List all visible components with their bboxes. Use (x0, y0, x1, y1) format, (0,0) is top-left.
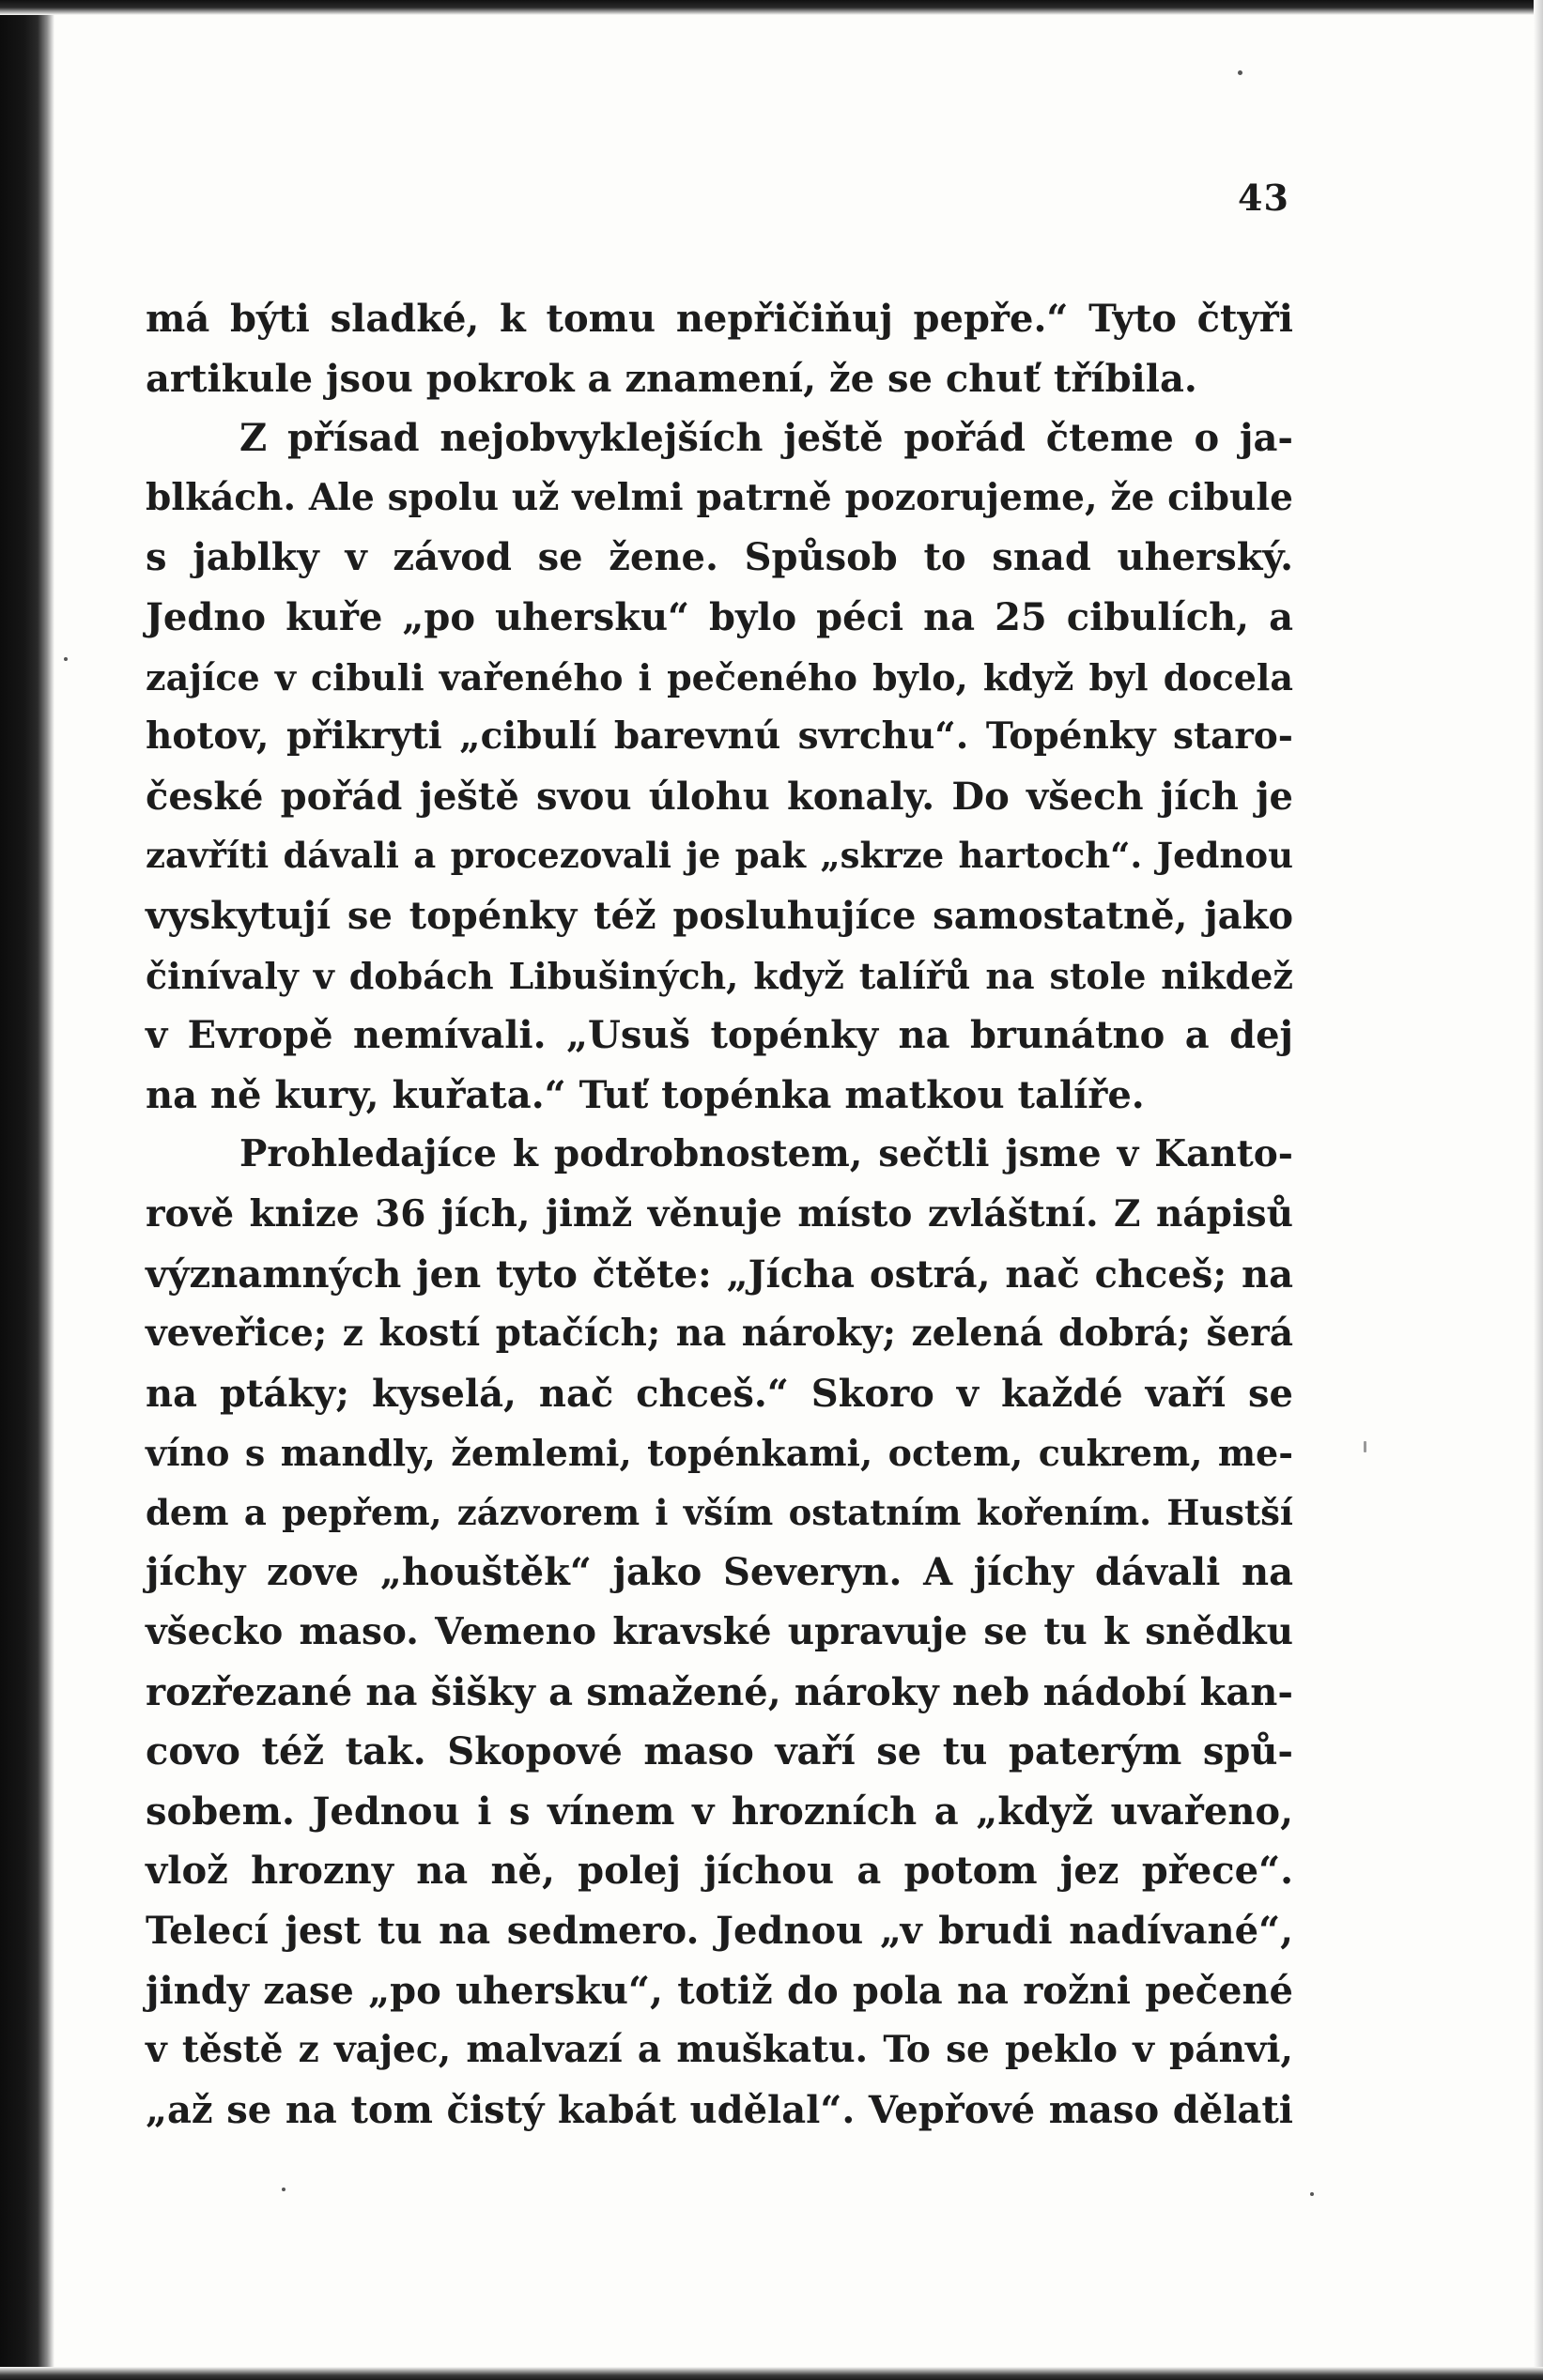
text-line: české pořád ještě svou úlohu konaly. Do všech jích je (146, 774, 1293, 819)
text-line: vyskytují se topénky též posluhujíce samostatně, jako (146, 893, 1293, 938)
text-line: významných jen tyto čtěte: „Jícha ostrá, nač chceš; na (146, 1251, 1293, 1297)
page-bottom-edge (0, 2367, 1543, 2380)
page-number: 43 (1238, 177, 1289, 219)
text-line: sobem. Jednou i s vínem v hrozních a „když uvařeno, (146, 1789, 1293, 1834)
text-line: zajíce v cibuli vařeného i pečeného bylo, když byl docela (146, 655, 1293, 699)
text-line: rozřezané na šišky a smažené, nároky neb nádobí kan- (146, 1669, 1293, 1714)
scan-speck (1310, 2192, 1314, 2196)
scan-speck (282, 2188, 285, 2191)
text-line: zavříti dávali a procezovali je pak „skrze hartoch“. Jednou (146, 835, 1293, 877)
text-line: rově knize 36 jích, jimž věnuje místo zvláštní. Z nápisů (146, 1191, 1293, 1236)
text-line: „až se na tom čistý kabát udělal“. Vepřové maso dělati (146, 2087, 1293, 2132)
text-line: všecko maso. Vemeno kravské upravuje se tu k snědku (146, 1610, 1293, 1654)
text-line: veveřice; z kostí ptačích; na nároky; zelená dobrá; šerá (146, 1312, 1293, 1356)
page-top-edge (0, 0, 1543, 15)
page-binding-shadow (0, 0, 54, 2380)
text-line: covo též tak. Skopové maso vaří se tu paterým spů- (146, 1729, 1293, 1774)
scan-speck (64, 657, 68, 661)
text-line: vlož hrozny na ně, polej jíchou a potom jez přece“. (146, 1849, 1293, 1894)
text-line: s jablky v závod se žene. Spůsob to snad uherský. (146, 535, 1293, 580)
text-line: na ně kury, kuřata.“ Tuť topénka matkou talíře. (146, 1072, 1145, 1117)
text-line: jíchy zove „houštěk“ jako Severyn. A jíchy dávali na (146, 1550, 1293, 1595)
text-line: blkách. Ale spolu už velmi patrně pozorujeme, že cibule (146, 475, 1293, 519)
scan-speck (1364, 1441, 1366, 1452)
text-line: jindy zase „po uhersku“, totiž do pola na rožni pečené (146, 1968, 1293, 2013)
text-line: Jedno kuře „po uhersku“ bylo péci na 25 cibulích, a (146, 594, 1293, 639)
text-line: na ptáky; kyselá, nač chceš.“ Skoro v každé vaří se (146, 1371, 1293, 1416)
text-line: artikule jsou pokrok a znamení, že se chuť tříbila. (146, 356, 1197, 401)
text-line: činívaly v dobách Libušiných, když talířů na stole nikdež (146, 954, 1293, 997)
text-line: v Evropě nemívali. „Usuš topénky na brunátno a dej (146, 1013, 1293, 1058)
body-text (146, 289, 1293, 2140)
text-line: Z přísad nejobvyklejších ještě pořád čteme o ja- (239, 416, 1293, 461)
text-line: Telecí jest tu na sedmero. Jednou „v brudi nadívané“, (146, 1909, 1293, 1954)
text-line: má býti sladké, k tomu nepřičiňuj pepře.“ Tyto čtyři (146, 297, 1293, 341)
scan-speck (1238, 70, 1242, 75)
text-line: Prohledajíce k podrobnostem, sečtli jsme v Kanto- (239, 1132, 1293, 1176)
text-line: v těstě z vajec, malvazí a muškatu. To se peklo v pánvi, (146, 2028, 1293, 2072)
text-line: hotov, přikryti „cibulí barevnú svrchu“. Topénky staro- (146, 714, 1293, 759)
text-line: víno s mandly, žemlemi, topénkami, octem, cukrem, me- (146, 1432, 1293, 1475)
text-line: dem a pepřem, zázvorem i vším ostatním kořením. Hustší (146, 1491, 1293, 1533)
page-right-edge (1534, 0, 1543, 2380)
